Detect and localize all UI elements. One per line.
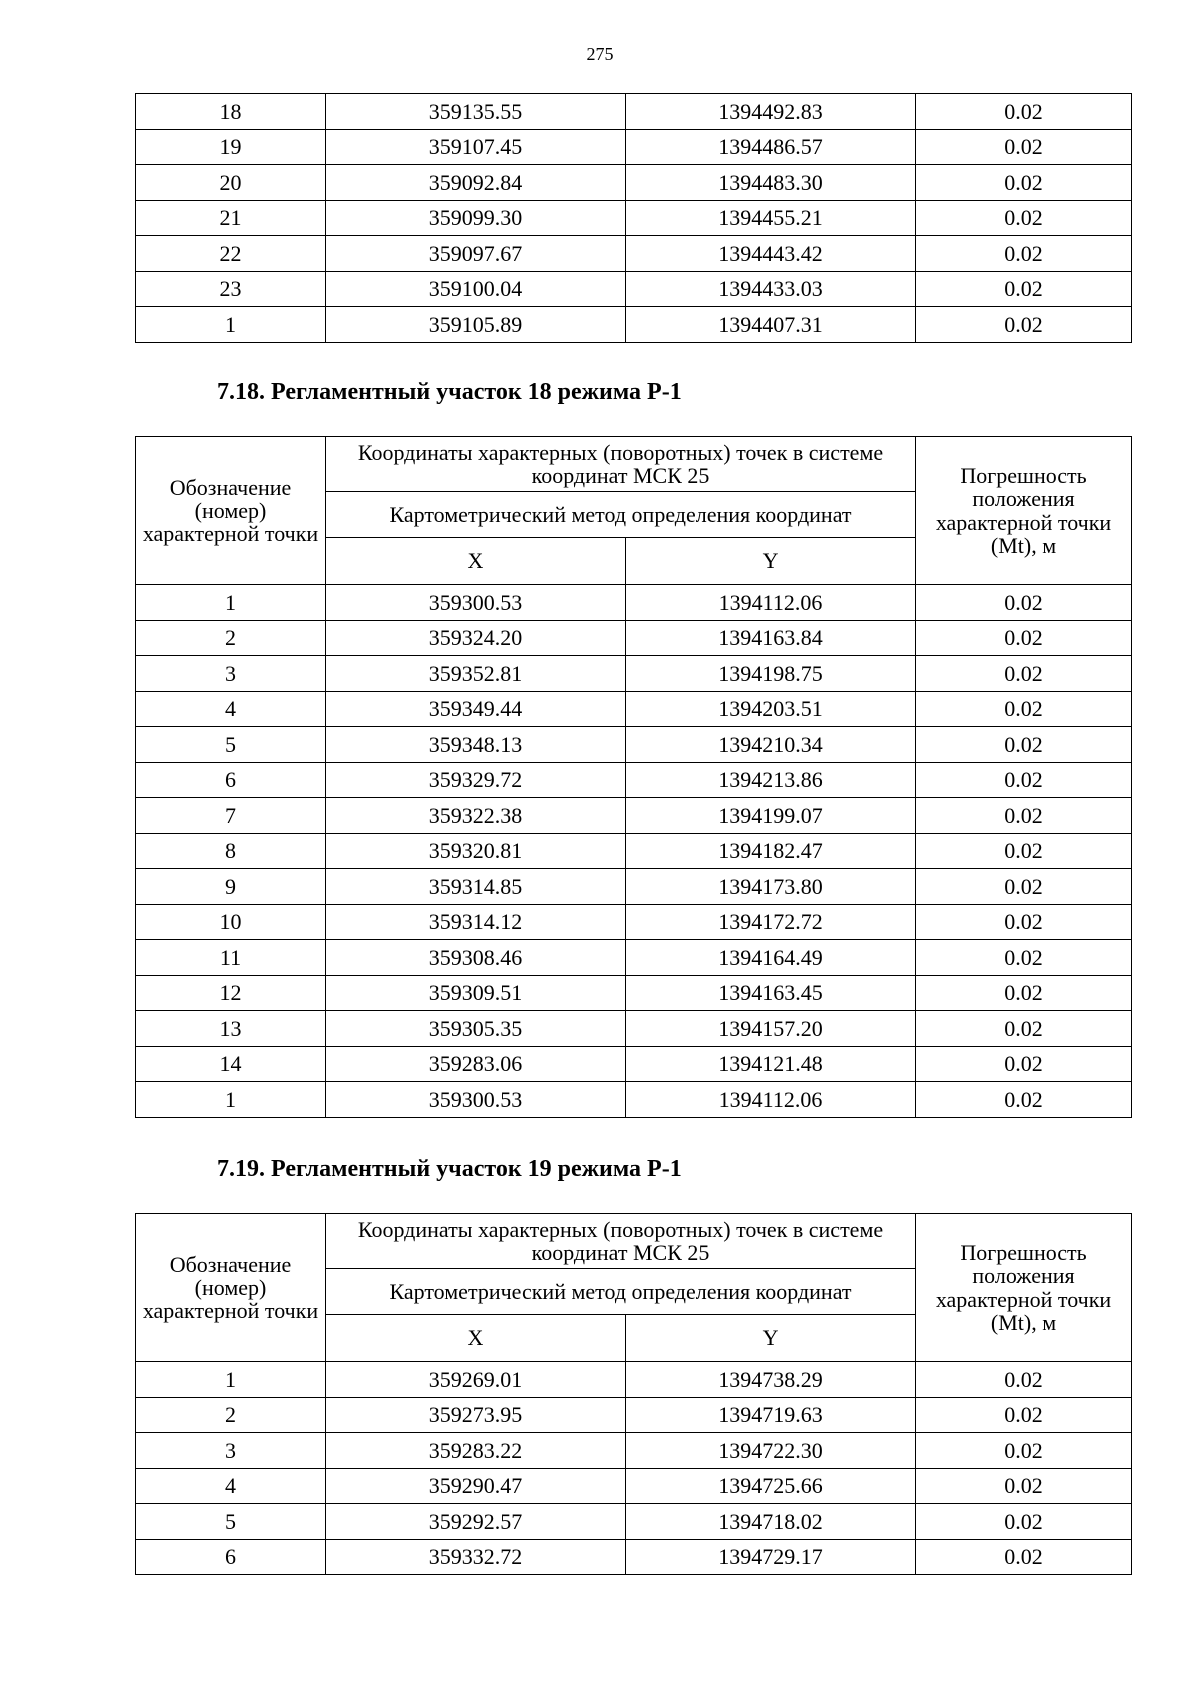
y-coordinate-cell: 1394443.42 bbox=[626, 236, 916, 272]
table-row bbox=[136, 1539, 1132, 1575]
point-id-cell: 1 bbox=[136, 1362, 326, 1398]
error-cell: 0.02 bbox=[916, 798, 1132, 834]
error-cell: 0.02 bbox=[916, 236, 1132, 272]
point-id-cell: 20 bbox=[136, 165, 326, 201]
table-row bbox=[136, 798, 1132, 834]
x-coordinate-cell: 359107.45 bbox=[326, 129, 626, 165]
x-coordinate-cell: 359273.95 bbox=[326, 1397, 626, 1433]
x-coordinate-cell: 359099.30 bbox=[326, 200, 626, 236]
continued-table-body bbox=[136, 94, 1132, 343]
y-coordinate-cell: 1394722.30 bbox=[626, 1433, 916, 1469]
header-y: Y bbox=[626, 538, 916, 585]
error-cell: 0.02 bbox=[916, 1504, 1132, 1540]
error-cell: 0.02 bbox=[916, 762, 1132, 798]
point-id-cell: 10 bbox=[136, 904, 326, 940]
point-id-cell: 11 bbox=[136, 940, 326, 976]
y-coordinate-cell: 1394198.75 bbox=[626, 656, 916, 692]
table-row bbox=[136, 975, 1132, 1011]
table-row bbox=[136, 94, 1132, 130]
y-coordinate-cell: 1394407.31 bbox=[626, 307, 916, 343]
y-coordinate-cell: 1394725.66 bbox=[626, 1468, 916, 1504]
point-id-cell: 9 bbox=[136, 869, 326, 905]
y-coordinate-cell: 1394492.83 bbox=[626, 94, 916, 130]
error-cell: 0.02 bbox=[916, 1082, 1132, 1118]
header-point-id: Обозначение (номер) характерной точки bbox=[136, 437, 326, 585]
x-coordinate-cell: 359309.51 bbox=[326, 975, 626, 1011]
error-cell: 0.02 bbox=[916, 620, 1132, 656]
table-row bbox=[136, 271, 1132, 307]
table-row bbox=[136, 904, 1132, 940]
header-point-id: Обозначение (номер) характерной точки bbox=[136, 1214, 326, 1362]
point-id-cell: 1 bbox=[136, 307, 326, 343]
y-coordinate-cell: 1394433.03 bbox=[626, 271, 916, 307]
point-id-cell: 1 bbox=[136, 1082, 326, 1118]
error-cell: 0.02 bbox=[916, 1468, 1132, 1504]
y-coordinate-cell: 1394199.07 bbox=[626, 798, 916, 834]
x-coordinate-cell: 359308.46 bbox=[326, 940, 626, 976]
table-row bbox=[136, 1397, 1132, 1433]
header-error: Погрешность положения характерной точки (Mt), м bbox=[916, 437, 1132, 585]
table-row bbox=[136, 656, 1132, 692]
table-row bbox=[136, 307, 1132, 343]
header-method: Картометрический метод определения координат bbox=[326, 1269, 916, 1315]
x-coordinate-cell: 359100.04 bbox=[326, 271, 626, 307]
point-id-cell: 3 bbox=[136, 1433, 326, 1469]
error-cell: 0.02 bbox=[916, 1539, 1132, 1575]
section-19-coordinates-table bbox=[135, 1213, 1132, 1575]
point-id-cell: 8 bbox=[136, 833, 326, 869]
y-coordinate-cell: 1394203.51 bbox=[626, 691, 916, 727]
continued-coordinates-table bbox=[135, 93, 1132, 343]
x-coordinate-cell: 359322.38 bbox=[326, 798, 626, 834]
header-x: X bbox=[326, 1315, 626, 1362]
y-coordinate-cell: 1394164.49 bbox=[626, 940, 916, 976]
x-coordinate-cell: 359292.57 bbox=[326, 1504, 626, 1540]
y-coordinate-cell: 1394182.47 bbox=[626, 833, 916, 869]
point-id-cell: 22 bbox=[136, 236, 326, 272]
x-coordinate-cell: 359092.84 bbox=[326, 165, 626, 201]
table-row bbox=[136, 1011, 1132, 1047]
x-coordinate-cell: 359300.53 bbox=[326, 1082, 626, 1118]
point-id-cell: 4 bbox=[136, 691, 326, 727]
section-18-table-header bbox=[136, 437, 1132, 585]
x-coordinate-cell: 359135.55 bbox=[326, 94, 626, 130]
x-coordinate-cell: 359352.81 bbox=[326, 656, 626, 692]
error-cell: 0.02 bbox=[916, 656, 1132, 692]
page-number: 275 bbox=[586, 44, 614, 64]
point-id-cell: 2 bbox=[136, 1397, 326, 1433]
y-coordinate-cell: 1394486.57 bbox=[626, 129, 916, 165]
y-coordinate-cell: 1394172.72 bbox=[626, 904, 916, 940]
y-coordinate-cell: 1394121.48 bbox=[626, 1046, 916, 1082]
table-row bbox=[136, 620, 1132, 656]
error-cell: 0.02 bbox=[916, 869, 1132, 905]
error-cell: 0.02 bbox=[916, 1046, 1132, 1082]
error-cell: 0.02 bbox=[916, 94, 1132, 130]
y-coordinate-cell: 1394163.84 bbox=[626, 620, 916, 656]
x-coordinate-cell: 359332.72 bbox=[326, 1539, 626, 1575]
table-row bbox=[136, 1433, 1132, 1469]
error-cell: 0.02 bbox=[916, 165, 1132, 201]
table-row bbox=[136, 1504, 1132, 1540]
point-id-cell: 5 bbox=[136, 1504, 326, 1540]
x-coordinate-cell: 359324.20 bbox=[326, 620, 626, 656]
header-error: Погрешность положения характерной точки (Mt), м bbox=[916, 1214, 1132, 1362]
x-coordinate-cell: 359300.53 bbox=[326, 585, 626, 621]
header-coordinates: Координаты характерных (поворотных) точек в системе координат МСК 25 bbox=[326, 1214, 916, 1269]
y-coordinate-cell: 1394729.17 bbox=[626, 1539, 916, 1575]
y-coordinate-cell: 1394719.63 bbox=[626, 1397, 916, 1433]
x-coordinate-cell: 359269.01 bbox=[326, 1362, 626, 1398]
error-cell: 0.02 bbox=[916, 1362, 1132, 1398]
point-id-cell: 1 bbox=[136, 585, 326, 621]
error-cell: 0.02 bbox=[916, 1433, 1132, 1469]
table-row bbox=[136, 1362, 1132, 1398]
point-id-cell: 21 bbox=[136, 200, 326, 236]
error-cell: 0.02 bbox=[916, 1011, 1132, 1047]
table-row bbox=[136, 1468, 1132, 1504]
error-cell: 0.02 bbox=[916, 307, 1132, 343]
section-19-title: 7.19. Регламентный участок 19 режима Р-1 bbox=[217, 1156, 682, 1182]
point-id-cell: 19 bbox=[136, 129, 326, 165]
table-row bbox=[136, 200, 1132, 236]
y-coordinate-cell: 1394173.80 bbox=[626, 869, 916, 905]
x-coordinate-cell: 359314.12 bbox=[326, 904, 626, 940]
y-coordinate-cell: 1394718.02 bbox=[626, 1504, 916, 1540]
table-row bbox=[136, 1082, 1132, 1118]
point-id-cell: 12 bbox=[136, 975, 326, 1011]
point-id-cell: 13 bbox=[136, 1011, 326, 1047]
x-coordinate-cell: 359283.22 bbox=[326, 1433, 626, 1469]
point-id-cell: 23 bbox=[136, 271, 326, 307]
x-coordinate-cell: 359329.72 bbox=[326, 762, 626, 798]
error-cell: 0.02 bbox=[916, 691, 1132, 727]
table-row bbox=[136, 727, 1132, 763]
y-coordinate-cell: 1394213.86 bbox=[626, 762, 916, 798]
table-row bbox=[136, 762, 1132, 798]
y-coordinate-cell: 1394112.06 bbox=[626, 1082, 916, 1118]
section-18-table-body bbox=[136, 585, 1132, 1118]
point-id-cell: 6 bbox=[136, 762, 326, 798]
table-row bbox=[136, 1046, 1132, 1082]
y-coordinate-cell: 1394210.34 bbox=[626, 727, 916, 763]
table-row bbox=[136, 869, 1132, 905]
point-id-cell: 14 bbox=[136, 1046, 326, 1082]
error-cell: 0.02 bbox=[916, 975, 1132, 1011]
y-coordinate-cell: 1394157.20 bbox=[626, 1011, 916, 1047]
x-coordinate-cell: 359097.67 bbox=[326, 236, 626, 272]
table-row bbox=[136, 129, 1132, 165]
table-row bbox=[136, 585, 1132, 621]
y-coordinate-cell: 1394738.29 bbox=[626, 1362, 916, 1398]
y-coordinate-cell: 1394163.45 bbox=[626, 975, 916, 1011]
error-cell: 0.02 bbox=[916, 904, 1132, 940]
section-18-coordinates-table bbox=[135, 436, 1132, 1118]
point-id-cell: 4 bbox=[136, 1468, 326, 1504]
table-row bbox=[136, 833, 1132, 869]
point-id-cell: 6 bbox=[136, 1539, 326, 1575]
section-18-title: 7.18. Регламентный участок 18 режима Р-1 bbox=[217, 379, 682, 405]
y-coordinate-cell: 1394455.21 bbox=[626, 200, 916, 236]
header-coordinates: Координаты характерных (поворотных) точек в системе координат МСК 25 bbox=[326, 437, 916, 492]
section-19-table-body bbox=[136, 1362, 1132, 1575]
x-coordinate-cell: 359348.13 bbox=[326, 727, 626, 763]
error-cell: 0.02 bbox=[916, 727, 1132, 763]
x-coordinate-cell: 359349.44 bbox=[326, 691, 626, 727]
point-id-cell: 7 bbox=[136, 798, 326, 834]
header-x: X bbox=[326, 538, 626, 585]
error-cell: 0.02 bbox=[916, 200, 1132, 236]
table-row bbox=[136, 691, 1132, 727]
y-coordinate-cell: 1394483.30 bbox=[626, 165, 916, 201]
table-row bbox=[136, 236, 1132, 272]
point-id-cell: 3 bbox=[136, 656, 326, 692]
section-19-table-header bbox=[136, 1214, 1132, 1362]
error-cell: 0.02 bbox=[916, 1397, 1132, 1433]
error-cell: 0.02 bbox=[916, 271, 1132, 307]
x-coordinate-cell: 359314.85 bbox=[326, 869, 626, 905]
point-id-cell: 18 bbox=[136, 94, 326, 130]
error-cell: 0.02 bbox=[916, 585, 1132, 621]
error-cell: 0.02 bbox=[916, 940, 1132, 976]
header-method: Картометрический метод определения координат bbox=[326, 492, 916, 538]
table-row bbox=[136, 165, 1132, 201]
x-coordinate-cell: 359290.47 bbox=[326, 1468, 626, 1504]
x-coordinate-cell: 359283.06 bbox=[326, 1046, 626, 1082]
error-cell: 0.02 bbox=[916, 129, 1132, 165]
point-id-cell: 5 bbox=[136, 727, 326, 763]
error-cell: 0.02 bbox=[916, 833, 1132, 869]
point-id-cell: 2 bbox=[136, 620, 326, 656]
y-coordinate-cell: 1394112.06 bbox=[626, 585, 916, 621]
table-row bbox=[136, 940, 1132, 976]
x-coordinate-cell: 359305.35 bbox=[326, 1011, 626, 1047]
x-coordinate-cell: 359320.81 bbox=[326, 833, 626, 869]
header-y: Y bbox=[626, 1315, 916, 1362]
x-coordinate-cell: 359105.89 bbox=[326, 307, 626, 343]
